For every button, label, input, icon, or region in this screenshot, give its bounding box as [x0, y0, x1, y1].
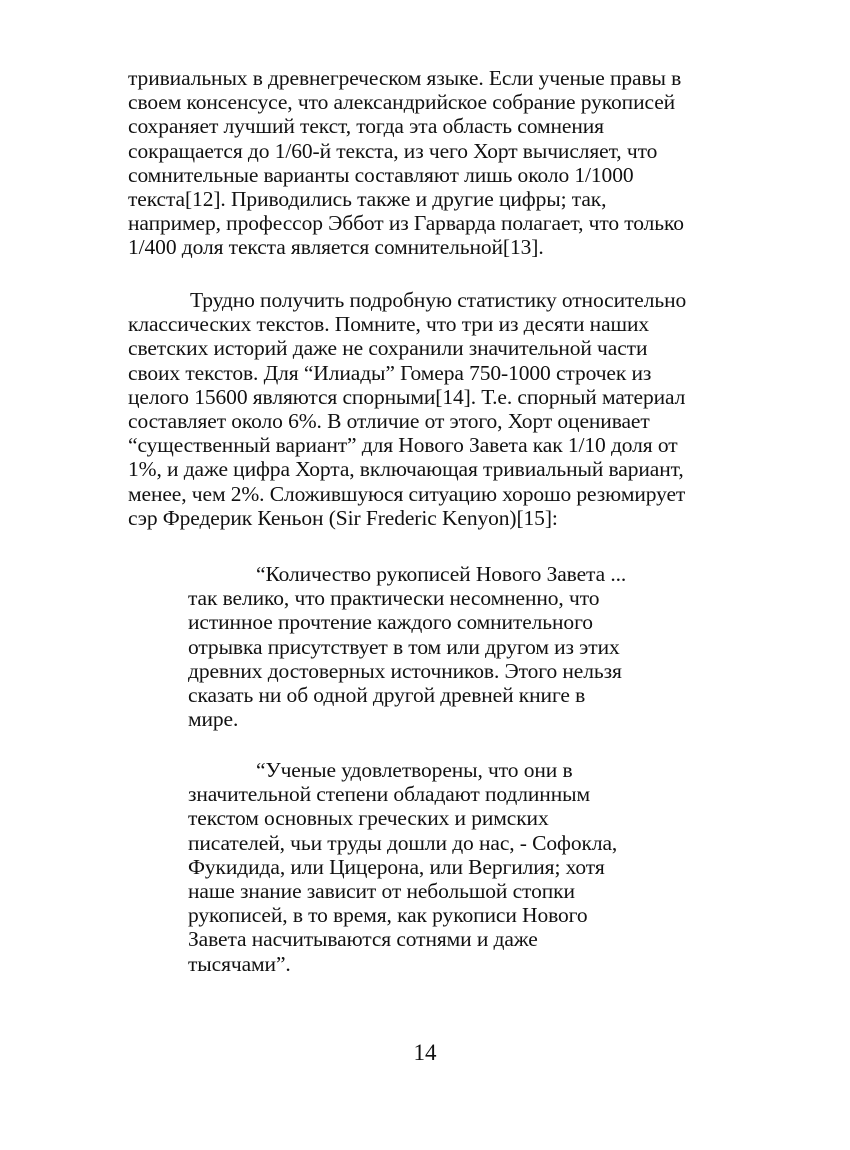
page-number: 14: [413, 1040, 437, 1065]
quote-line: отрывка присутствует в том или другом из этих: [188, 634, 620, 659]
quote-line: истинное прочтение каждого сомнительного: [188, 610, 593, 635]
text-line: тривиальных в древнегреческом языке. Если ученые правы в: [128, 66, 682, 90]
text-line: например, профессор Эббот из Гарварда полагает, что только: [128, 211, 684, 236]
quote-line: Фукидида, или Цицерона, или Вергилия; хотя: [188, 854, 605, 879]
text-line: 1%, и даже цифра Хорта, включающая тривиальный вариант,: [128, 457, 684, 482]
text-line: целого 15600 являются спорными[14]. Т.е. спорный материал: [128, 384, 686, 409]
quote-line: значительной степени обладают подлинным: [188, 782, 590, 807]
text-line: своем консенсусе, что александрийское собрание рукописей: [128, 90, 676, 115]
block-quote-2: [188, 758, 658, 976]
text-line: менее, чем 2%. Сложившуюся ситуацию хорошо резюмирует: [128, 481, 686, 506]
quote-line: мире.: [188, 707, 239, 732]
text-line: Трудно получить подробную статистику относительно: [190, 288, 687, 312]
text-line: сохраняет лучший текст, тогда эта область сомнения: [128, 114, 604, 139]
text-line: “существенный вариант” для Нового Завета как 1/10 доля от: [128, 433, 678, 458]
text-line: текста[12]. Приводились также и другие цифры; так,: [128, 187, 607, 212]
quote-line: древних достоверных источников. Этого нельзя: [188, 658, 622, 683]
quote-line: рукописей, в то время, как рукописи Нового: [188, 903, 588, 928]
quote-line: Завета насчитываются сотнями и даже: [188, 927, 538, 952]
text-line: своих текстов. Для “Илиады” Гомера 750-1000 строчек из: [128, 360, 652, 385]
quote-line: “Количество рукописей Нового Завета ...: [256, 562, 627, 586]
paragraph-main: [128, 288, 728, 530]
quote-line: наше знание зависит от небольшой стопки: [188, 879, 575, 904]
paragraph-top: [128, 66, 728, 260]
quote-line: тысячами”.: [188, 951, 291, 976]
quote-line: текстом основных греческих и римских: [188, 806, 549, 831]
block-quote-1: [188, 562, 658, 731]
text-line: сэр Фредерик Кеньон (Sir Frederic Kenyon)[15]:: [128, 505, 558, 530]
text-line: составляет около 6%. В отличие от этого, Хорт оценивает: [128, 409, 650, 434]
quote-line: “Ученые удовлетворены, что они в: [256, 758, 573, 782]
text-line: классических текстов. Помните, что три из десяти наших: [128, 312, 650, 337]
text-line: сомнительные варианты составляют лишь около 1/1000: [128, 162, 634, 187]
text-line: сокращается до 1/60-й текста, из чего Хорт вычисляет, что: [128, 138, 658, 163]
text-line: светских историй даже не сохранили значительной части: [128, 336, 648, 361]
text-line: 1/400 доля текста является сомнительной[13].: [128, 235, 544, 260]
quote-line: сказать ни об одной другой древней книге в: [188, 683, 586, 708]
quote-line: писателей, чьи труды дошли до нас, - Софокла,: [188, 830, 618, 855]
quote-line: так велико, что практически несомненно, что: [188, 586, 600, 611]
